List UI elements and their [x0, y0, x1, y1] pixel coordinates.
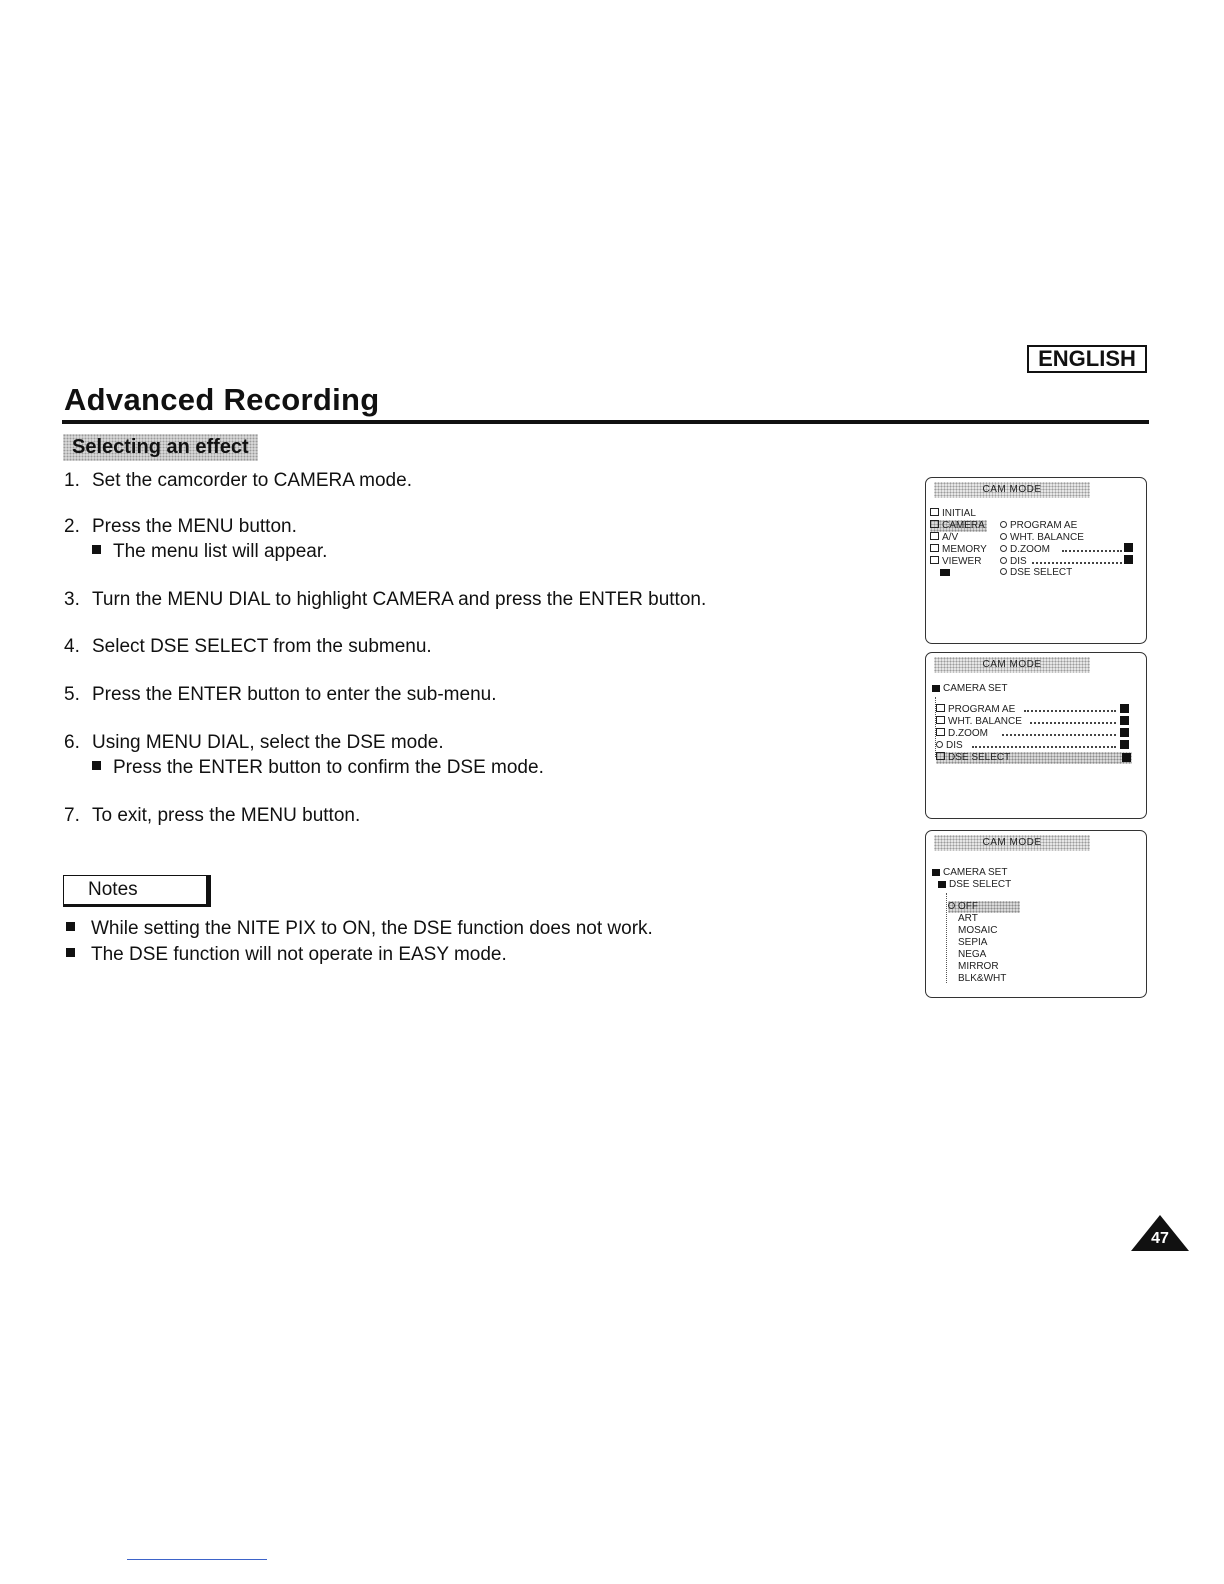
menu-item-camera: CAMERA — [930, 520, 987, 532]
menu-item-memory: MEMORY — [930, 544, 987, 556]
submenu-dse-select: DSE SELECT — [1000, 567, 1072, 579]
camera-set-dse-select: DSE SELECT — [936, 752, 1132, 764]
screen-title: CAM MODE — [934, 482, 1090, 498]
setting-icon — [1124, 555, 1133, 567]
camera-set-dzoom: D.ZOOM — [936, 728, 988, 740]
camera-set-dis: DIS — [936, 740, 963, 752]
dse-option-art: ART — [958, 913, 978, 924]
notes-label: Notes — [63, 875, 211, 907]
bullet-icon — [92, 761, 101, 770]
dse-option-blkwht: BLK&WHT — [958, 973, 1007, 984]
menu-screen-2 — [925, 652, 1147, 819]
step-2: 2. Press the MENU button. — [64, 516, 297, 537]
submenu-dis: DIS — [1000, 556, 1027, 568]
note-item: The DSE function will not operate in EASY mode. — [66, 944, 507, 966]
submenu-wht-balance: WHT. BALANCE — [1000, 532, 1084, 544]
camera-set-group: CAMERA SET — [932, 683, 1007, 695]
step-5: 5. Press the ENTER button to enter the sub-menu. — [64, 684, 497, 705]
step-3: 3. Turn the MENU DIAL to highlight CAMERA and press the ENTER button. — [64, 589, 707, 610]
dse-option-sepia: SEPIA — [958, 937, 988, 948]
bullet-icon — [66, 948, 75, 957]
setting-icon — [1124, 543, 1133, 555]
dse-select-submenu: DSE SELECT — [938, 879, 1011, 891]
dse-option-off: OFF — [948, 901, 1020, 913]
menu-screen-3 — [925, 830, 1147, 998]
step-6-sub: Press the ENTER button to confirm the DSE mode. — [92, 757, 544, 779]
menu-item-av: A/V — [930, 532, 958, 544]
section-heading: Selecting an effect — [63, 434, 258, 461]
menu-screen-1 — [925, 477, 1147, 644]
bullet-icon — [92, 545, 101, 554]
footer-line — [127, 1559, 267, 1560]
step-4: 4. Select DSE SELECT from the submenu. — [64, 636, 432, 657]
setting-icon — [1120, 716, 1129, 728]
dse-option-mirror: MIRROR — [958, 961, 999, 972]
page-title: Advanced Recording — [64, 382, 380, 417]
setting-icon — [1120, 728, 1129, 740]
page-number: 47 — [1131, 1215, 1189, 1251]
camera-set-program-ae: PROGRAM AE — [936, 704, 1015, 716]
camera-set-group: CAMERA SET — [932, 867, 1007, 879]
language-badge: ENGLISH — [1027, 345, 1147, 373]
setting-icon — [1120, 740, 1129, 752]
step-7: 7. To exit, press the MENU button. — [64, 805, 361, 826]
dse-option-nega: NEGA — [958, 949, 987, 960]
tape-icon — [940, 567, 950, 579]
submenu-dzoom: D.ZOOM — [1000, 544, 1050, 556]
menu-item-viewer: VIEWER — [930, 556, 981, 568]
bullet-icon — [66, 922, 75, 931]
note-item: While setting the NITE PIX to ON, the DSE function does not work. — [66, 918, 653, 940]
camera-set-wht-balance: WHT. BALANCE — [936, 716, 1022, 728]
step-6: 6. Using MENU DIAL, select the DSE mode. — [64, 732, 444, 753]
step-2-sub: The menu list will appear. — [92, 541, 327, 563]
dse-option-mosaic: MOSAIC — [958, 925, 998, 936]
title-rule — [62, 420, 1149, 424]
submenu-program-ae: PROGRAM AE — [1000, 520, 1077, 532]
screen-title: CAM MODE — [934, 835, 1090, 851]
step-1: 1. Set the camcorder to CAMERA mode. — [64, 470, 412, 491]
setting-icon — [1120, 704, 1129, 716]
screen-title: CAM MODE — [934, 657, 1090, 673]
setting-icon — [1122, 753, 1131, 765]
menu-item-initial: INITIAL — [930, 508, 976, 520]
